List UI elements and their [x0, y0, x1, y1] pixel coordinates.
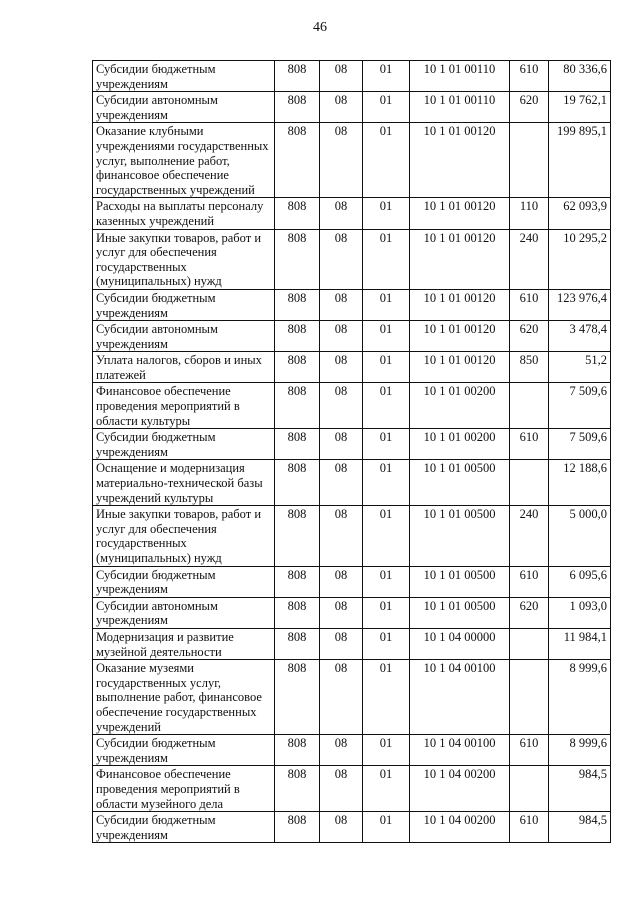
expense-name-cell: Иные закупки товаров, работ и услуг для обеспечения государственных (муниципальных) нужд [93, 229, 275, 289]
table-row [93, 321, 611, 352]
subsection-code-cell: 01 [363, 289, 410, 320]
expense-name-cell: Финансовое обеспечение проведения мероприятий в области музейного дела [93, 766, 275, 812]
target-article-cell: 10 1 01 00110 [410, 92, 510, 123]
ministry-code-cell: 808 [275, 229, 320, 289]
section-code-cell: 08 [320, 660, 363, 735]
expense-name-cell: Субсидии бюджетным учреждениям [93, 61, 275, 92]
target-article-cell: 10 1 01 00500 [410, 460, 510, 506]
expense-type-cell [510, 766, 549, 812]
table-row [93, 92, 611, 123]
expense-type-cell: 620 [510, 321, 549, 352]
subsection-code-cell: 01 [363, 229, 410, 289]
expense-name-cell: Субсидии бюджетным учреждениям [93, 812, 275, 843]
ministry-code-cell: 808 [275, 321, 320, 352]
subsection-code-cell: 01 [363, 597, 410, 628]
section-code-cell: 08 [320, 123, 363, 198]
table-row [93, 61, 611, 92]
ministry-code-cell: 808 [275, 289, 320, 320]
ministry-code-cell: 808 [275, 628, 320, 659]
section-code-cell: 08 [320, 597, 363, 628]
section-code-cell: 08 [320, 628, 363, 659]
expense-name-cell: Субсидии бюджетным учреждениям [93, 429, 275, 460]
ministry-code-cell: 808 [275, 735, 320, 766]
table-row [93, 429, 611, 460]
table-row [93, 460, 611, 506]
expense-name-cell: Субсидии бюджетным учреждениям [93, 735, 275, 766]
amount-cell: 7 509,6 [549, 429, 611, 460]
ministry-code-cell: 808 [275, 61, 320, 92]
section-code-cell: 08 [320, 229, 363, 289]
table-row [93, 628, 611, 659]
expense-type-cell [510, 383, 549, 429]
target-article-cell: 10 1 01 00120 [410, 123, 510, 198]
amount-cell: 6 095,6 [549, 566, 611, 597]
target-article-cell: 10 1 01 00500 [410, 506, 510, 566]
amount-cell: 3 478,4 [549, 321, 611, 352]
amount-cell: 984,5 [549, 812, 611, 843]
budget-table [92, 60, 611, 843]
expense-name-cell: Иные закупки товаров, работ и услуг для обеспечения государственных (муниципальных) нужд [93, 506, 275, 566]
table-row [93, 383, 611, 429]
expense-name-cell: Субсидии автономным учреждениям [93, 321, 275, 352]
ministry-code-cell: 808 [275, 660, 320, 735]
expense-type-cell [510, 660, 549, 735]
subsection-code-cell: 01 [363, 383, 410, 429]
table-row [93, 597, 611, 628]
expense-name-cell: Расходы на выплаты персоналу казенных учреждений [93, 198, 275, 229]
expense-type-cell [510, 628, 549, 659]
ministry-code-cell: 808 [275, 92, 320, 123]
subsection-code-cell: 01 [363, 352, 410, 383]
subsection-code-cell: 01 [363, 321, 410, 352]
expense-name-cell: Финансовое обеспечение проведения мероприятий в области культуры [93, 383, 275, 429]
target-article-cell: 10 1 04 00200 [410, 766, 510, 812]
target-article-cell: 10 1 01 00120 [410, 321, 510, 352]
subsection-code-cell: 01 [363, 198, 410, 229]
subsection-code-cell: 01 [363, 660, 410, 735]
budget-table-body [93, 61, 611, 843]
amount-cell: 51,2 [549, 352, 611, 383]
target-article-cell: 10 1 01 00120 [410, 229, 510, 289]
section-code-cell: 08 [320, 289, 363, 320]
subsection-code-cell: 01 [363, 766, 410, 812]
amount-cell: 11 984,1 [549, 628, 611, 659]
expense-type-cell: 610 [510, 735, 549, 766]
ministry-code-cell: 808 [275, 766, 320, 812]
expense-name-cell: Модернизация и развитие музейной деятельности [93, 628, 275, 659]
expense-type-cell: 110 [510, 198, 549, 229]
ministry-code-cell: 808 [275, 506, 320, 566]
expense-name-cell: Субсидии бюджетным учреждениям [93, 289, 275, 320]
target-article-cell: 10 1 01 00200 [410, 383, 510, 429]
table-row [93, 123, 611, 198]
target-article-cell: 10 1 01 00500 [410, 597, 510, 628]
subsection-code-cell: 01 [363, 812, 410, 843]
table-row [93, 229, 611, 289]
ministry-code-cell: 808 [275, 566, 320, 597]
expense-type-cell: 620 [510, 597, 549, 628]
section-code-cell: 08 [320, 321, 363, 352]
expense-type-cell: 610 [510, 61, 549, 92]
subsection-code-cell: 01 [363, 628, 410, 659]
section-code-cell: 08 [320, 812, 363, 843]
ministry-code-cell: 808 [275, 597, 320, 628]
table-row [93, 660, 611, 735]
ministry-code-cell: 808 [275, 429, 320, 460]
amount-cell: 19 762,1 [549, 92, 611, 123]
subsection-code-cell: 01 [363, 429, 410, 460]
expense-name-cell: Уплата налогов, сборов и иных платежей [93, 352, 275, 383]
target-article-cell: 10 1 01 00110 [410, 61, 510, 92]
subsection-code-cell: 01 [363, 92, 410, 123]
section-code-cell: 08 [320, 352, 363, 383]
table-row [93, 352, 611, 383]
section-code-cell: 08 [320, 383, 363, 429]
target-article-cell: 10 1 04 00000 [410, 628, 510, 659]
target-article-cell: 10 1 01 00120 [410, 352, 510, 383]
section-code-cell: 08 [320, 198, 363, 229]
amount-cell: 123 976,4 [549, 289, 611, 320]
table-row [93, 506, 611, 566]
ministry-code-cell: 808 [275, 383, 320, 429]
subsection-code-cell: 01 [363, 123, 410, 198]
expense-type-cell: 610 [510, 289, 549, 320]
expense-name-cell: Субсидии бюджетным учреждениям [93, 566, 275, 597]
section-code-cell: 08 [320, 766, 363, 812]
expense-name-cell: Оснащение и модернизация материально-технической базы учреждений культуры [93, 460, 275, 506]
subsection-code-cell: 01 [363, 506, 410, 566]
expense-type-cell: 610 [510, 812, 549, 843]
page-number: 46 [313, 20, 327, 35]
ministry-code-cell: 808 [275, 352, 320, 383]
amount-cell: 62 093,9 [549, 198, 611, 229]
ministry-code-cell: 808 [275, 460, 320, 506]
section-code-cell: 08 [320, 429, 363, 460]
amount-cell: 8 999,6 [549, 660, 611, 735]
amount-cell: 199 895,1 [549, 123, 611, 198]
amount-cell: 12 188,6 [549, 460, 611, 506]
ministry-code-cell: 808 [275, 198, 320, 229]
subsection-code-cell: 01 [363, 460, 410, 506]
amount-cell: 80 336,6 [549, 61, 611, 92]
table-row [93, 812, 611, 843]
expense-name-cell: Оказание музеями государственных услуг, выполнение работ, финансовое обеспечение государственных учреждений [93, 660, 275, 735]
amount-cell: 7 509,6 [549, 383, 611, 429]
table-row [93, 735, 611, 766]
expense-type-cell: 850 [510, 352, 549, 383]
amount-cell: 1 093,0 [549, 597, 611, 628]
expense-type-cell: 610 [510, 566, 549, 597]
table-row [93, 289, 611, 320]
target-article-cell: 10 1 04 00100 [410, 735, 510, 766]
expense-type-cell: 240 [510, 506, 549, 566]
target-article-cell: 10 1 04 00100 [410, 660, 510, 735]
section-code-cell: 08 [320, 506, 363, 566]
subsection-code-cell: 01 [363, 735, 410, 766]
expense-type-cell [510, 460, 549, 506]
amount-cell: 10 295,2 [549, 229, 611, 289]
table-row [93, 566, 611, 597]
section-code-cell: 08 [320, 566, 363, 597]
section-code-cell: 08 [320, 735, 363, 766]
table-row [93, 198, 611, 229]
subsection-code-cell: 01 [363, 61, 410, 92]
ministry-code-cell: 808 [275, 812, 320, 843]
expense-type-cell: 240 [510, 229, 549, 289]
target-article-cell: 10 1 01 00200 [410, 429, 510, 460]
target-article-cell: 10 1 01 00500 [410, 566, 510, 597]
expense-type-cell [510, 123, 549, 198]
expense-type-cell: 610 [510, 429, 549, 460]
table-row [93, 766, 611, 812]
target-article-cell: 10 1 04 00200 [410, 812, 510, 843]
amount-cell: 8 999,6 [549, 735, 611, 766]
target-article-cell: 10 1 01 00120 [410, 198, 510, 229]
target-article-cell: 10 1 01 00120 [410, 289, 510, 320]
expense-name-cell: Субсидии автономным учреждениям [93, 92, 275, 123]
expense-type-cell: 620 [510, 92, 549, 123]
section-code-cell: 08 [320, 460, 363, 506]
amount-cell: 984,5 [549, 766, 611, 812]
ministry-code-cell: 808 [275, 123, 320, 198]
amount-cell: 5 000,0 [549, 506, 611, 566]
section-code-cell: 08 [320, 92, 363, 123]
expense-name-cell: Субсидии автономным учреждениям [93, 597, 275, 628]
section-code-cell: 08 [320, 61, 363, 92]
subsection-code-cell: 01 [363, 566, 410, 597]
expense-name-cell: Оказание клубными учреждениями государственных услуг, выполнение работ, финансовое обеспечение государственных учреждений [93, 123, 275, 198]
